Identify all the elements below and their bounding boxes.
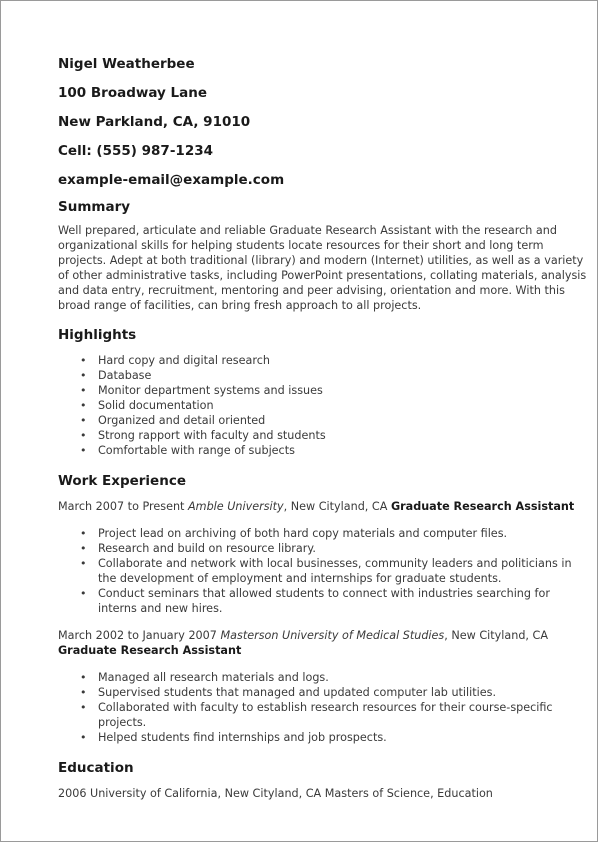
bullet-icon: • — [80, 686, 87, 699]
summary-text: Well prepared, articulate and reliable Graduate Research Assistant with the research and organizational skills for helping students locate resources for their short and long term projects. Adept at both traditional (library) and modern (Internet) utilities, as well as a variety of other administrative tasks, including PowerPoint presentations, collating materials, analysis and data entry, recruitment, mentoring and peer advising, orientation and more. With this broad range of facilities, can bring fresh approach to all projects. — [58, 224, 587, 312]
duty-item: • Project lead on archiving of both hard copy materials and computer files. — [80, 527, 508, 540]
job-dates: March 2002 to January 2007 — [58, 629, 217, 642]
contact-city: New Parkland, CA, 91010 — [58, 114, 251, 130]
bullet-icon: • — [80, 369, 87, 382]
highlights-heading: Highlights — [58, 327, 137, 343]
job-header — [58, 499, 591, 514]
bullet-icon: • — [80, 354, 87, 367]
contact-address: 100 Broadway Lane — [58, 85, 208, 101]
job-dates: March 2007 to Present — [58, 500, 185, 513]
highlight-item: • Solid documentation — [80, 399, 214, 412]
bullet-icon: • — [80, 444, 87, 457]
highlight-item: • Strong rapport with faculty and students — [80, 429, 326, 442]
highlight-item: • Organized and detail oriented — [80, 414, 266, 427]
bullet-icon: • — [80, 384, 87, 397]
duty-item: • Collaborate and network with local businesses, community leaders and politicians in the development of employment and internships for graduate students. — [80, 557, 572, 585]
contact-cell: Cell: (555) 987-1234 — [58, 143, 213, 159]
job-location: , New Cityland, CA — [444, 629, 548, 642]
bullet-icon: • — [80, 557, 87, 570]
highlights-list — [58, 353, 591, 458]
duty-item: • Supervised students that managed and updated computer lab utilities. — [80, 686, 497, 699]
bullet-icon: • — [80, 414, 87, 427]
duty-item: • Helped students find internships and job prospects. — [80, 731, 387, 744]
resume-content — [58, 54, 591, 801]
duty-item: • Research and build on resource library. — [80, 542, 316, 555]
job-duties-list — [58, 670, 591, 745]
education-entry: 2006 University of California, New Cityland, CA Masters of Science, Education — [58, 787, 493, 800]
job-employer: Masterson University of Medical Studies — [220, 629, 445, 642]
duty-item: • Managed all research materials and logs. — [80, 671, 329, 684]
job-role: Graduate Research Assistant — [58, 644, 242, 657]
bullet-icon: • — [80, 429, 87, 442]
highlight-item: • Database — [80, 369, 152, 382]
job-header — [58, 628, 591, 658]
contact-name: Nigel Weatherbee — [58, 56, 195, 72]
highlight-item: • Hard copy and digital research — [80, 354, 270, 367]
bullet-icon: • — [80, 731, 87, 744]
bullet-icon: • — [80, 701, 87, 714]
education-heading: Education — [58, 760, 134, 776]
duty-item: • Conduct seminars that allowed students to connect with industries searching for interns and new hires. — [80, 587, 550, 615]
bullet-icon: • — [80, 587, 87, 600]
highlight-item: • Comfortable with range of subjects — [80, 444, 295, 457]
bullet-icon: • — [80, 399, 87, 412]
summary-heading: Summary — [58, 199, 131, 215]
highlight-item: • Monitor department systems and issues — [80, 384, 323, 397]
job-employer: Amble University — [188, 500, 284, 513]
job-location: , New Cityland, CA — [283, 500, 388, 513]
duty-item: • Collaborated with faculty to establish research resources for their course-specific projects. — [80, 701, 553, 729]
job-role: Graduate Research Assistant — [390, 500, 575, 513]
contact-email: example-email@example.com — [58, 172, 285, 188]
bullet-icon: • — [80, 542, 87, 555]
work-experience-heading: Work Experience — [58, 473, 186, 489]
job-duties-list — [58, 526, 591, 616]
bullet-icon: • — [80, 671, 87, 684]
bullet-icon: • — [80, 527, 87, 540]
